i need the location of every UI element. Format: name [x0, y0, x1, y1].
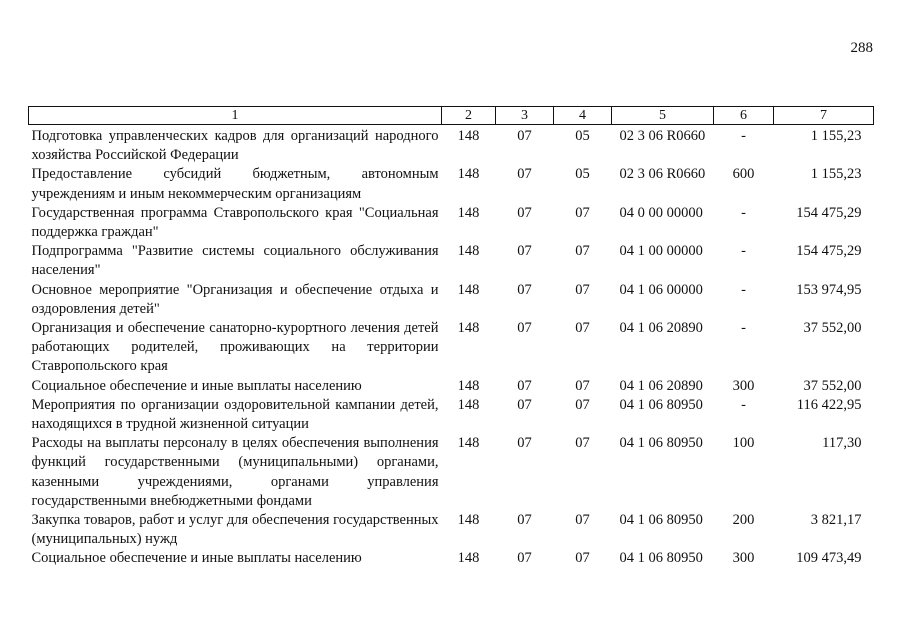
expense-type-cell: 100: [732, 435, 755, 452]
ministry-code-cell: 148: [457, 243, 480, 260]
table-row: [29, 204, 874, 242]
row-name-cell: Предоставление субсидий бюджетным, автономным учреждениям и иным некоммерческим организациям: [31, 166, 439, 202]
subsection-code-cell: 05: [575, 128, 590, 144]
expense-type-cell: -: [741, 281, 746, 298]
target-article-cell: 04 1 06 20890: [619, 320, 703, 337]
ministry-code-cell: 148: [457, 396, 480, 413]
amount-cell: 116 422,95: [796, 396, 862, 413]
table-row: [29, 125, 874, 166]
subsection-code-cell: 07: [575, 243, 590, 260]
expense-type-cell: -: [741, 396, 746, 413]
row-name-cell: Организация и обеспечение санаторно-курортного лечения детей работающих родителей, проживающих на территории Ставропольского края: [31, 320, 439, 375]
section-code-cell: 07: [517, 396, 532, 413]
column-header: 6: [714, 107, 774, 125]
ministry-code-cell: 148: [457, 204, 480, 221]
target-article-cell: 04 1 00 00000: [619, 243, 703, 260]
target-article-cell: 04 1 06 80950: [619, 512, 703, 529]
section-code-cell: 07: [517, 243, 532, 260]
subsection-code-cell: 07: [575, 396, 590, 413]
ministry-code-cell: 148: [457, 281, 480, 298]
subsection-code-cell: 07: [575, 512, 590, 529]
expense-type-cell: 300: [732, 550, 755, 567]
table-header-row: [29, 107, 874, 125]
column-header: 2: [442, 107, 496, 125]
amount-cell: 154 475,29: [796, 204, 862, 221]
target-article-cell: 04 1 06 80950: [619, 396, 703, 413]
column-header: 3: [496, 107, 554, 125]
subsection-code-cell: 07: [575, 320, 590, 337]
row-name-cell: Мероприятия по организации оздоровительной кампании детей, находящихся в трудной жизненной ситуации: [31, 396, 439, 433]
budget-table: [28, 106, 874, 569]
column-header: 7: [774, 107, 874, 125]
table-row: [29, 549, 874, 568]
table-body: [29, 125, 874, 569]
table-row: [29, 377, 874, 396]
target-article-cell: 04 1 06 80950: [619, 435, 703, 452]
row-name-cell: Закупка товаров, работ и услуг для обеспечения государственных (муниципальных) нужд: [31, 512, 439, 548]
amount-cell: 37 552,00: [803, 320, 862, 337]
ministry-code-cell: 148: [457, 512, 480, 529]
column-header: 5: [612, 107, 714, 125]
column-header: 4: [554, 107, 612, 125]
target-article-cell: 04 0 00 00000: [619, 204, 703, 221]
target-article-cell: 02 3 06 R0660: [619, 128, 706, 144]
table-row: [29, 511, 874, 549]
section-code-cell: 07: [517, 550, 532, 567]
expense-type-cell: 200: [732, 512, 755, 529]
row-name-cell: Расходы на выплаты персоналу в целях обеспечения выполнения функций государственными (муниципальными) органами, казенными учреждениями, органами управления государственными внебюджетными фондами: [31, 435, 439, 509]
amount-cell: 1 155,23: [810, 128, 862, 144]
target-article-cell: 04 1 06 80950: [619, 550, 703, 567]
section-code-cell: 07: [517, 204, 532, 221]
row-name-cell: Подпрограмма "Развитие системы социального обслуживания населения": [31, 243, 439, 279]
section-code-cell: 07: [517, 512, 532, 529]
row-name-cell: Государственная программа Ставропольского края "Социальная поддержка граждан": [31, 204, 439, 241]
target-article-cell: 04 1 06 00000: [619, 281, 703, 298]
target-article-cell: 04 1 06 20890: [619, 377, 703, 394]
table-row: [29, 242, 874, 280]
amount-cell: 1 155,23: [810, 166, 862, 183]
ministry-code-cell: 148: [457, 377, 480, 394]
expense-type-cell: -: [741, 128, 746, 144]
amount-cell: 3 821,17: [810, 512, 862, 529]
subsection-code-cell: 07: [575, 435, 590, 452]
row-name-cell: Основное мероприятие "Организация и обеспечение отдыха и оздоровления детей": [31, 281, 439, 317]
page-number: 288: [850, 40, 873, 56]
amount-cell: 37 552,00: [803, 377, 862, 394]
table-row: [29, 396, 874, 434]
section-code-cell: 07: [517, 377, 532, 394]
row-name-cell: Социальное обеспечение и иные выплаты населению: [31, 377, 362, 394]
expense-type-cell: -: [741, 320, 746, 337]
table-row: [29, 165, 874, 203]
ministry-code-cell: 148: [457, 320, 480, 337]
section-code-cell: 07: [517, 320, 532, 337]
table-row: [29, 281, 874, 319]
row-name-cell: Социальное обеспечение и иные выплаты населению: [31, 550, 362, 567]
subsection-code-cell: 07: [575, 204, 590, 221]
table-row: [29, 434, 874, 511]
ministry-code-cell: 148: [457, 128, 480, 144]
amount-cell: 109 473,49: [796, 550, 862, 567]
row-name-cell: Подготовка управленческих кадров для организаций народного хозяйства Российской Федерации: [31, 128, 439, 164]
ministry-code-cell: 148: [457, 435, 480, 452]
column-header: 1: [29, 107, 442, 125]
table-row: [29, 319, 874, 377]
section-code-cell: 07: [517, 166, 532, 183]
expense-type-cell: 600: [732, 166, 755, 183]
amount-cell: 153 974,95: [796, 281, 862, 298]
expense-type-cell: -: [741, 204, 746, 221]
subsection-code-cell: 07: [575, 281, 590, 298]
subsection-code-cell: 05: [575, 166, 590, 183]
amount-cell: 154 475,29: [796, 243, 862, 260]
amount-cell: 117,30: [822, 435, 862, 452]
expense-type-cell: -: [741, 243, 746, 260]
expense-type-cell: 300: [732, 377, 755, 394]
target-article-cell: 02 3 06 R0660: [619, 166, 706, 183]
ministry-code-cell: 148: [457, 166, 480, 183]
subsection-code-cell: 07: [575, 550, 590, 567]
section-code-cell: 07: [517, 281, 532, 298]
section-code-cell: 07: [517, 128, 532, 144]
section-code-cell: 07: [517, 435, 532, 452]
ministry-code-cell: 148: [457, 550, 480, 567]
subsection-code-cell: 07: [575, 377, 590, 394]
